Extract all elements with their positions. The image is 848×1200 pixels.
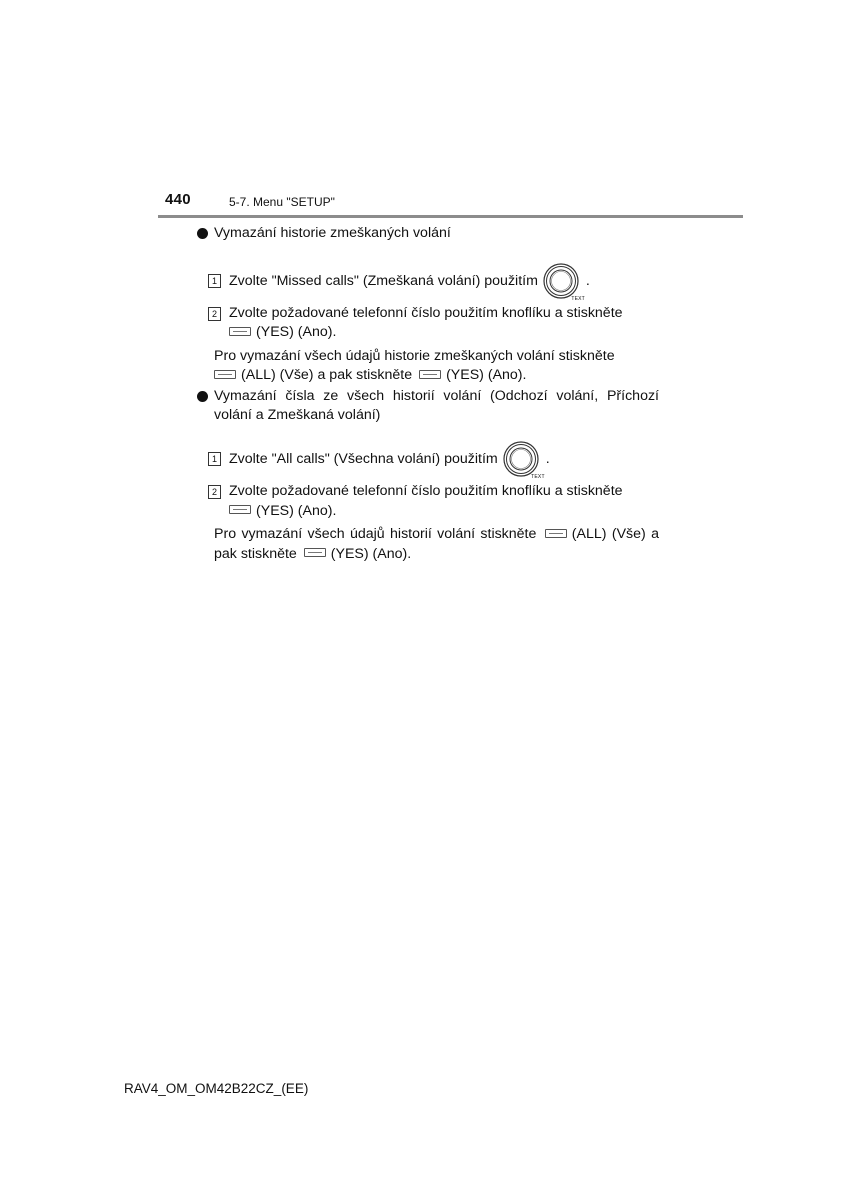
bullet-item (197, 224, 659, 244)
bullet-dot-icon (197, 391, 208, 402)
header-divider (158, 215, 743, 218)
bullet-text: Vymazání čísla ze všech historií volání (Odchozí volání, Příchozí volání a Zmeškaná volání) (214, 387, 659, 424)
section-title: 5-7. Menu "SETUP" (229, 195, 335, 209)
step-text-end: . (545, 450, 550, 467)
note-text: Pro vymazání všech údajů historie zmeškaných volání stiskněte (214, 347, 615, 364)
controller-knob-icon (542, 262, 585, 302)
step-2 (197, 304, 659, 343)
bullet-text: Vymazání historie zmeškaných volání (214, 225, 451, 241)
screen-button-icon (214, 370, 236, 379)
screen-button-icon (419, 370, 441, 379)
knob-text-label: TEXT (571, 295, 585, 302)
step-number-box: 2 (208, 307, 221, 321)
step-1 (197, 262, 659, 300)
step-number-box: 1 (208, 452, 221, 466)
note-text-yes: (YES) (Ano). (446, 367, 527, 384)
note-paragraph (197, 525, 659, 564)
step-text-yes: (YES) (Ano). (256, 324, 337, 341)
step-text: Zvolte "Missed calls" (Zmeškaná volání) použitím (229, 272, 538, 289)
step-text: Zvolte požadované telefonní číslo použitím knoflíku a stiskněte (229, 304, 623, 321)
note-text: Pro vymazání všech údajů historií volání stiskněte (214, 526, 537, 542)
step-2 (197, 482, 659, 521)
page-number: 440 (165, 191, 191, 208)
step-text: Zvolte požadované telefonní číslo použitím knoflíku a stiskněte (229, 483, 623, 499)
page-content (197, 224, 659, 564)
screen-button-icon (229, 327, 251, 336)
step-1 (197, 440, 659, 478)
screen-button-icon (229, 505, 251, 514)
step-number-box: 1 (208, 274, 221, 288)
step-number-box: 2 (208, 485, 221, 499)
document-code: RAV4_OM_OM42B22CZ_(EE) (124, 1081, 309, 1096)
screen-button-icon (304, 548, 326, 557)
bullet-item (197, 387, 659, 426)
controller-knob-icon (502, 440, 545, 480)
step-text-end: . (585, 272, 590, 289)
knob-text-label: TEXT (531, 474, 545, 480)
bullet-dot-icon (197, 228, 208, 239)
note-paragraph (197, 347, 659, 386)
note-text-all: (ALL) (Vše) a pak stiskněte (241, 367, 413, 384)
step-text-yes: (YES) (Ano). (256, 502, 337, 519)
screen-button-icon (545, 529, 567, 538)
note-text-all: (ALL) (Vše) a pak stiskněte (214, 526, 659, 562)
step-text: Zvolte "All calls" (Všechna volání) použitím (229, 450, 498, 467)
note-text-yes: (YES) (Ano). (330, 545, 412, 562)
